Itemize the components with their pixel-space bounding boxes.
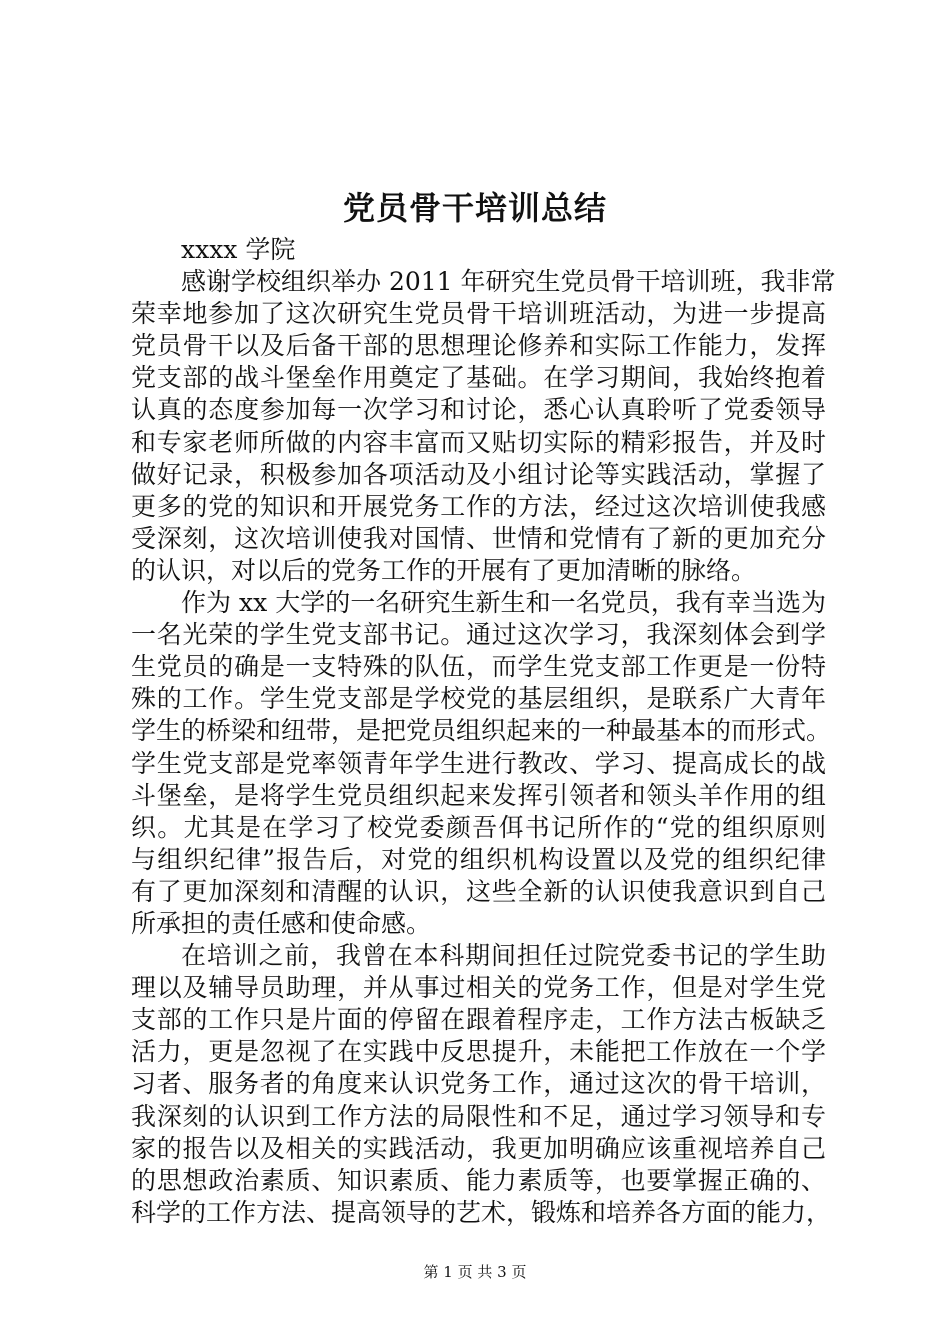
paragraph-line: 支部的工作只是片面的停留在跟着程序走，工作方法古板缺乏 [131,1005,826,1035]
paragraph-line: 在培训之前，我曾在本科期间担任过院党委书记的学生助 [181,941,826,971]
paragraph-line: 认真的态度参加每一次学习和讨论，悉心认真聆听了党委领导 [131,395,826,425]
paragraph-line: 活力，更是忽视了在实践中反思提升，未能把工作放在一个学 [131,1037,826,1067]
paragraph-line: 生党员的确是一支特殊的队伍，而学生党支部工作更是一份特 [131,652,826,682]
page-footer: 第 1 页 共 3 页 [423,1263,527,1281]
paragraph-line: 做好记录，积极参加各项活动及小组讨论等实践活动，掌握了 [131,459,826,489]
paragraph [131,266,836,587]
paragraph-line: 党员骨干以及后备干部的思想理论修养和实际工作能力，发挥 [131,331,826,361]
paragraph-line: 斗堡垒，是将学生党员组织起来发挥引领者和领头羊作用的组 [131,780,826,810]
paragraph-line: 有了更加深刻和清醒的认识，这些全新的认识使我意识到自己 [131,876,826,906]
paragraph-line: 学生的桥梁和纽带，是把党员组织起来的一种最基本的而形式。 [131,716,832,746]
document-body [131,234,836,1229]
paragraph [131,940,832,1229]
paragraph-line: 和专家老师所做的内容丰富而又贴切实际的精彩报告，并及时 [131,427,826,457]
paragraph [131,587,832,940]
paragraph-line: 感谢学校组织举办 2011 年研究生党员骨干培训班，我非常 [181,267,836,297]
paragraph-line: 家的报告以及相关的实践活动，我更加明确应该重视培养自己 [131,1133,826,1163]
paragraph-line: 的认识，对以后的党务工作的开展有了更加清晰的脉络。 [131,555,757,585]
paragraph-line: 作为 xx 大学的一名研究生新生和一名党员，我有幸当选为 [181,588,826,618]
paragraph-line: 殊的工作。学生党支部是学校党的基层组织，是联系广大青年 [131,684,826,714]
paragraph-line: 织。尤其是在学习了校党委颜吾佴书记所作的“党的组织原则 [131,812,826,842]
paragraph-line: 与组织纪律”报告后，对党的组织机构设置以及党的组织纪律 [131,844,826,874]
author-line: xxxx 学院 [181,235,296,264]
paragraph-line: 受深刻，这次培训使我对国情、世情和党情有了新的更加充分 [131,523,826,553]
paragraph-line: 更多的党的知识和开展党务工作的方法，经过这次培训使我感 [131,491,826,521]
paragraph-line: 党支部的战斗堡垒作用奠定了基础。在学习期间，我始终抱着 [131,363,826,393]
paragraph-container [131,266,836,1229]
document-title: 党员骨干培训总结 [342,189,607,227]
paragraph-line: 我深刻的认识到工作方法的局限性和不足，通过学习领导和专 [131,1101,826,1131]
paragraph-line: 学生党支部是党率领青年学生进行教改、学习、提高成长的战 [131,748,826,778]
paragraph-line: 科学的工作方法、提高领导的艺术，锻炼和培养各方面的能力， [131,1197,832,1227]
paragraph-line: 荣幸地参加了这次研究生党员骨干培训班活动，为进一步提高 [131,299,826,329]
paragraph-line: 所承担的责任感和使命感。 [131,908,432,938]
paragraph-line: 习者、服务者的角度来认识党务工作，通过这次的骨干培训， [131,1069,826,1099]
paragraph-line: 的思想政治素质、知识素质、能力素质等，也要掌握正确的、 [131,1165,826,1195]
paragraph-line: 理以及辅导员助理，并从事过相关的党务工作，但是对学生党 [131,973,826,1003]
paragraph-line: 一名光荣的学生党支部书记。通过这次学习，我深刻体会到学 [131,620,826,650]
